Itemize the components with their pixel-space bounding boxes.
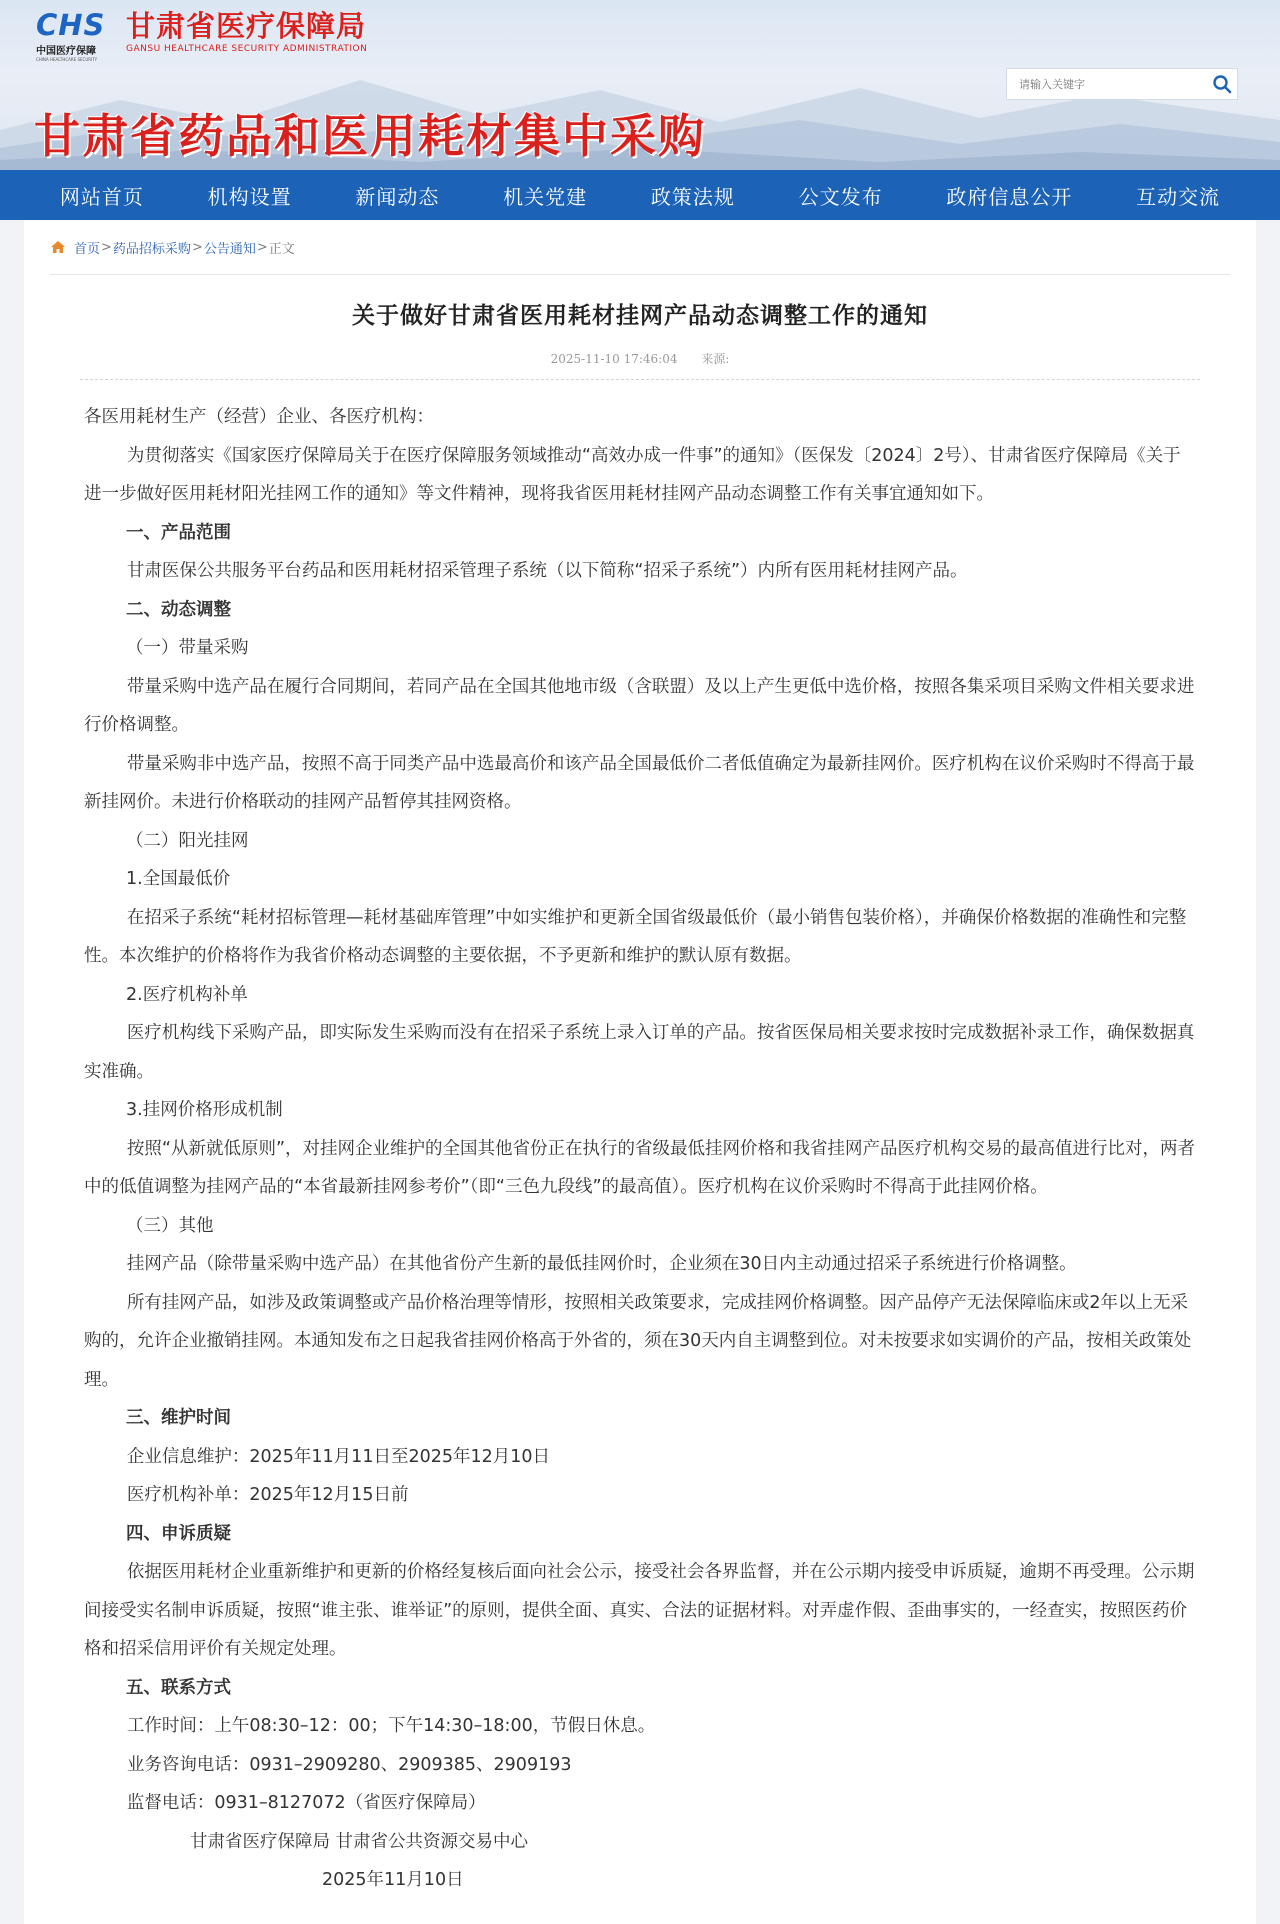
subheading-volume-procurement: （一）带量采购 xyxy=(126,638,249,658)
breadcrumb-separator: > xyxy=(191,239,203,255)
paragraph-price-mechanism: 按照“从新就低原则”，对挂网企业维护的全国其他省份正在执行的省级最低挂网价格和我省挂网产品医疗机构交易的最高值进行比对，两者中的低值调整为挂网产品的“本省最新挂网参考价”（即“三色九段线”的最高值）。医疗机构在议价采购时不得高于此挂网价格。 xyxy=(84,1138,1196,1197)
breadcrumb-current: 正文 xyxy=(268,241,295,257)
nav-item-interaction[interactable]: 互动交流 xyxy=(1136,184,1221,209)
paragraph-other-2: 所有挂网产品，如涉及政策调整或产品价格治理等情形，按照相关政策要求，完成挂网价格调整。因产品停产无法保障临床或2年以上无采购的，允许企业撤销挂网。本通知发布之日起我省挂网价格高于外省的，须在30天内自主调整到位。对未按要求如实调价的产品，按相关政策处理。 xyxy=(84,1292,1192,1390)
paragraph-other-1: 挂网产品（除带量采购中选产品）在其他省份产生新的最低挂网价时，企业须在30日内主动通过招采子系统进行价格调整。 xyxy=(126,1254,1077,1274)
nav-item-home[interactable]: 网站首页 xyxy=(59,184,144,209)
paragraph-volume-selected: 带量采购中选产品在履行合同期间，若同产品在全国其他地市级（含联盟）及以上产生更低中选价格，按照各集采项目采购文件相关要求进行价格调整。 xyxy=(84,676,1195,735)
nav-item-gov-info[interactable]: 政府信息公开 xyxy=(946,184,1073,209)
breadcrumb-separator: > xyxy=(256,239,268,255)
chs-logo-mark xyxy=(36,10,120,62)
maintenance-time-enterprise: 企业信息维护：2025年11月11日至2025年12月10日 xyxy=(126,1446,551,1467)
site-title: 甘肃省药品和医用耗材集中采购 xyxy=(34,109,706,163)
article-meta xyxy=(80,350,1200,380)
breadcrumb-drug-procurement[interactable]: 药品招标采购 xyxy=(112,241,191,257)
breadcrumb-home[interactable]: 首页 xyxy=(74,241,101,257)
contact-business-phone: 业务咨询电话：0931–2909280、2909385、2909193 xyxy=(126,1754,572,1775)
logo-cn-text: 中国医疗保障 xyxy=(36,46,96,57)
breadcrumb-separator: > xyxy=(101,239,112,255)
nav-item-documents[interactable]: 公文发布 xyxy=(798,184,883,209)
search-box xyxy=(1006,68,1238,100)
item-supplement-order: 2.医疗机构补单 xyxy=(126,984,248,1005)
paragraph-national-lowest: 在招采子系统“耗材招标管理—耗材基础库管理”中如实维护和更新全国省级最低价（最小销售包装价格），并确保价格数据的准确性和完整性。本次维护的价格将作为我省价格动态调整的主要依据，不予更新和维护的默认原有数据。 xyxy=(84,907,1187,966)
salutation: 各医用耗材生产（经营）企业、各医疗机构： xyxy=(84,407,434,427)
article-datetime: 2025-11-10 17:46:04 xyxy=(550,352,678,366)
signature-date: 2025年11月10日 xyxy=(322,1870,464,1890)
contact-work-hours: 工作时间：上午08:30–12：00；下午14:30–18:00，节假日休息。 xyxy=(126,1716,656,1736)
main-nav xyxy=(0,170,1280,220)
content-panel xyxy=(24,220,1256,1924)
agency-logo[interactable] xyxy=(36,10,367,62)
article-source-label: 来源: xyxy=(701,352,730,366)
section-heading-contact: 五、联系方式 xyxy=(126,1677,231,1698)
section-heading-scope: 一、产品范围 xyxy=(126,522,231,543)
nav-item-organization[interactable]: 机构设置 xyxy=(207,184,292,209)
paragraph-scope: 甘肃医保公共服务平台药品和医用耗材招采管理子系统（以下简称“招采子系统”）内所有医用耗材挂网产品。 xyxy=(126,561,968,581)
agency-name: 甘肃省医疗保障局 xyxy=(126,9,367,43)
agency-name-en: GANSU HEALTHCARE SECURITY ADMINISTRATION xyxy=(126,44,368,54)
article-body xyxy=(50,380,1230,1900)
paragraph-volume-nonselected: 带量采购非中选产品，按照不高于同类产品中选最高价和该产品全国最低价二者低值确定为最新挂网价。医疗机构在议价采购时不得高于最新挂网价。未进行价格联动的挂网产品暂停其挂网资格。 xyxy=(84,753,1195,812)
search-input[interactable] xyxy=(1007,69,1207,99)
nav-item-policies[interactable]: 政策法规 xyxy=(650,184,735,209)
nav-item-news[interactable]: 新闻动态 xyxy=(355,184,440,209)
breadcrumb xyxy=(50,220,1230,275)
section-heading-appeals: 四、申诉质疑 xyxy=(126,1523,231,1544)
paragraph-supplement-order: 医疗机构线下采购产品，即实际发生采购而没有在招采子系统上录入订单的产品。按省医保局相关要求按时完成数据补录工作，确保数据真实准确。 xyxy=(84,1023,1195,1082)
chs-logo-text: CHS xyxy=(36,8,106,42)
logo-en-text: CHINA HEALTHCARE SECURITY xyxy=(36,57,98,62)
maintenance-time-hospital: 医疗机构补单：2025年12月15日前 xyxy=(126,1485,409,1505)
search-button[interactable] xyxy=(1207,69,1237,99)
breadcrumb-notices[interactable]: 公告通知 xyxy=(203,241,256,257)
signature-units: 甘肃省医疗保障局 甘肃省公共资源交易中心 xyxy=(190,1831,529,1852)
subheading-other: （三）其他 xyxy=(126,1215,214,1236)
search-icon xyxy=(1212,74,1232,94)
paragraph-appeals: 依据医用耗材企业重新维护和更新的价格经复核后面向社会公示，接受社会各界监督，并在公示期内接受申诉质疑，逾期不再受理。公示期间接受实名制申诉质疑，按照“谁主张、谁举证”的原则，提供全面、真实、合法的证据材料。对弄虚作假、歪曲事实的，一经查实，按照医药价格和招采信用评价有关规定处理。 xyxy=(84,1562,1195,1659)
article-title: 关于做好甘肃省医用耗材挂网产品动态调整工作的通知 xyxy=(352,302,928,329)
home-icon xyxy=(50,240,66,254)
nav-item-party-building[interactable]: 机关党建 xyxy=(503,184,588,209)
site-header xyxy=(0,0,1280,170)
section-heading-maintenance-time: 三、维护时间 xyxy=(126,1408,231,1428)
contact-supervision-phone: 监督电话：0931–8127072（省医疗保障局） xyxy=(126,1793,486,1813)
section-heading-adjustment: 二、动态调整 xyxy=(126,599,231,620)
item-price-mechanism: 3.挂网价格形成机制 xyxy=(126,1100,283,1120)
item-national-lowest: 1.全国最低价 xyxy=(126,869,231,889)
subheading-sunshine-listing: （二）阳光挂网 xyxy=(126,830,249,851)
intro-paragraph: 为贯彻落实《国家医疗保障局关于在医疗保障服务领域推动“高效办成一件事”的通知》（医保发〔2024〕2号）、甘肃省医疗保障局《关于进一步做好医用耗材阳光挂网工作的通知》等文件精神，现将我省医用耗材挂网产品动态调整工作有关事宜通知如下。 xyxy=(84,445,1181,504)
